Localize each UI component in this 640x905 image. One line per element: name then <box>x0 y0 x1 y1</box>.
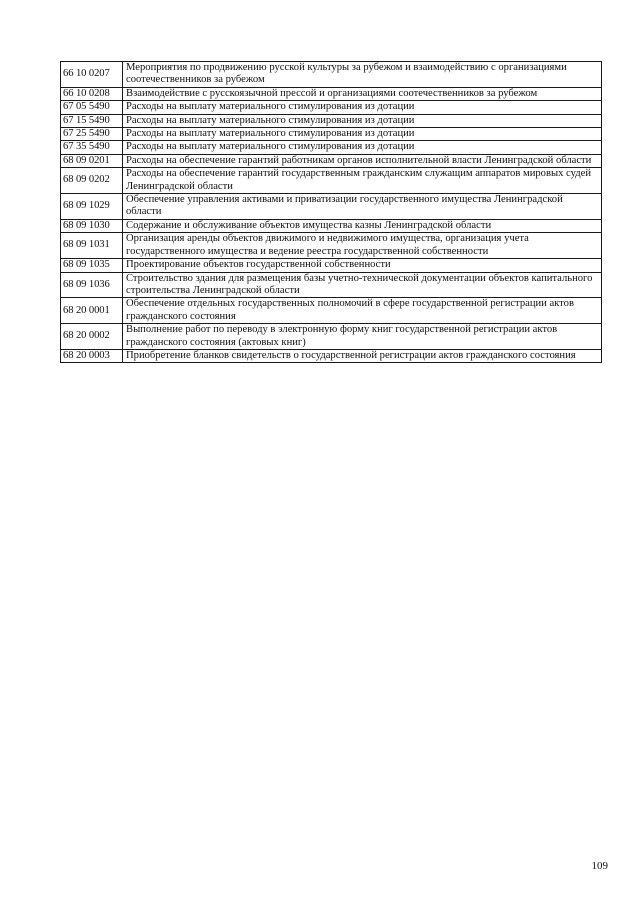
row-description: Выполнение работ по переводу в электронную форму книг государственной регистрации актов гражданского состояния (актовых книг) <box>123 324 602 350</box>
row-description: Приобретение бланков свидетельств о государственной регистрации актов гражданского состояния <box>123 349 602 362</box>
row-description: Расходы на выплату материального стимулирования из дотации <box>123 128 602 141</box>
table-row <box>61 62 602 88</box>
row-code: 68 20 0003 <box>61 349 123 362</box>
row-code: 68 20 0001 <box>61 298 123 324</box>
row-description: Расходы на выплату материального стимулирования из дотации <box>123 101 602 114</box>
row-code: 67 25 5490 <box>61 128 123 141</box>
table-row <box>61 194 602 220</box>
row-code: 68 09 0201 <box>61 154 123 167</box>
table-row <box>61 349 602 362</box>
row-description: Организация аренды объектов движимого и недвижимого имущества, организация учета государственного имущества и ведение реестра государственной собственности <box>123 233 602 259</box>
row-code: 68 09 1035 <box>61 259 123 272</box>
row-description: Проектирование объектов государственной собственности <box>123 259 602 272</box>
table-row <box>61 259 602 272</box>
table-row <box>61 154 602 167</box>
row-description: Расходы на выплату материального стимулирования из дотации <box>123 114 602 127</box>
table-row <box>61 219 602 232</box>
table-row <box>61 272 602 298</box>
table-row <box>61 128 602 141</box>
row-description: Мероприятия по продвижению русской культуры за рубежом и взаимодействию с организациями соотечественников за рубежом <box>123 62 602 88</box>
table-row <box>61 324 602 350</box>
row-code: 68 09 1030 <box>61 219 123 232</box>
table-row <box>61 168 602 194</box>
row-code: 68 09 0202 <box>61 168 123 194</box>
row-description: Содержание и обслуживание объектов имущества казны Ленинградской области <box>123 219 602 232</box>
table-row <box>61 141 602 154</box>
row-code: 68 09 1029 <box>61 194 123 220</box>
row-code: 68 20 0002 <box>61 324 123 350</box>
page-number: 109 <box>591 860 608 872</box>
table-row <box>61 233 602 259</box>
row-description: Расходы на выплату материального стимулирования из дотации <box>123 141 602 154</box>
row-description: Расходы на обеспечение гарантий работникам органов исполнительной власти Ленинградской области <box>123 154 602 167</box>
table-row <box>61 87 602 100</box>
row-code: 68 09 1036 <box>61 272 123 298</box>
table-body <box>61 62 602 363</box>
row-description: Обеспечение управления активами и приватизации государственного имущества Ленинградской области <box>123 194 602 220</box>
table-row <box>61 101 602 114</box>
row-code: 66 10 0207 <box>61 62 123 88</box>
row-description: Взаимодействие с русскоязычной прессой и организациями соотечественников за рубежом <box>123 87 602 100</box>
row-description: Строительство здания для размещения базы учетно-технической документации объектов капитального строительства Ленинградской области <box>123 272 602 298</box>
budget-classification-table <box>60 61 602 363</box>
table-row <box>61 114 602 127</box>
row-code: 67 35 5490 <box>61 141 123 154</box>
row-description: Расходы на обеспечение гарантий государственным гражданским служащим аппаратов мировых судей Ленинградской области <box>123 168 602 194</box>
row-code: 67 15 5490 <box>61 114 123 127</box>
row-code: 67 05 5490 <box>61 101 123 114</box>
row-code: 66 10 0208 <box>61 87 123 100</box>
row-description: Обеспечение отдельных государственных полномочий в сфере государственной регистрации актов гражданского состояния <box>123 298 602 324</box>
table-row <box>61 298 602 324</box>
row-code: 68 09 1031 <box>61 233 123 259</box>
